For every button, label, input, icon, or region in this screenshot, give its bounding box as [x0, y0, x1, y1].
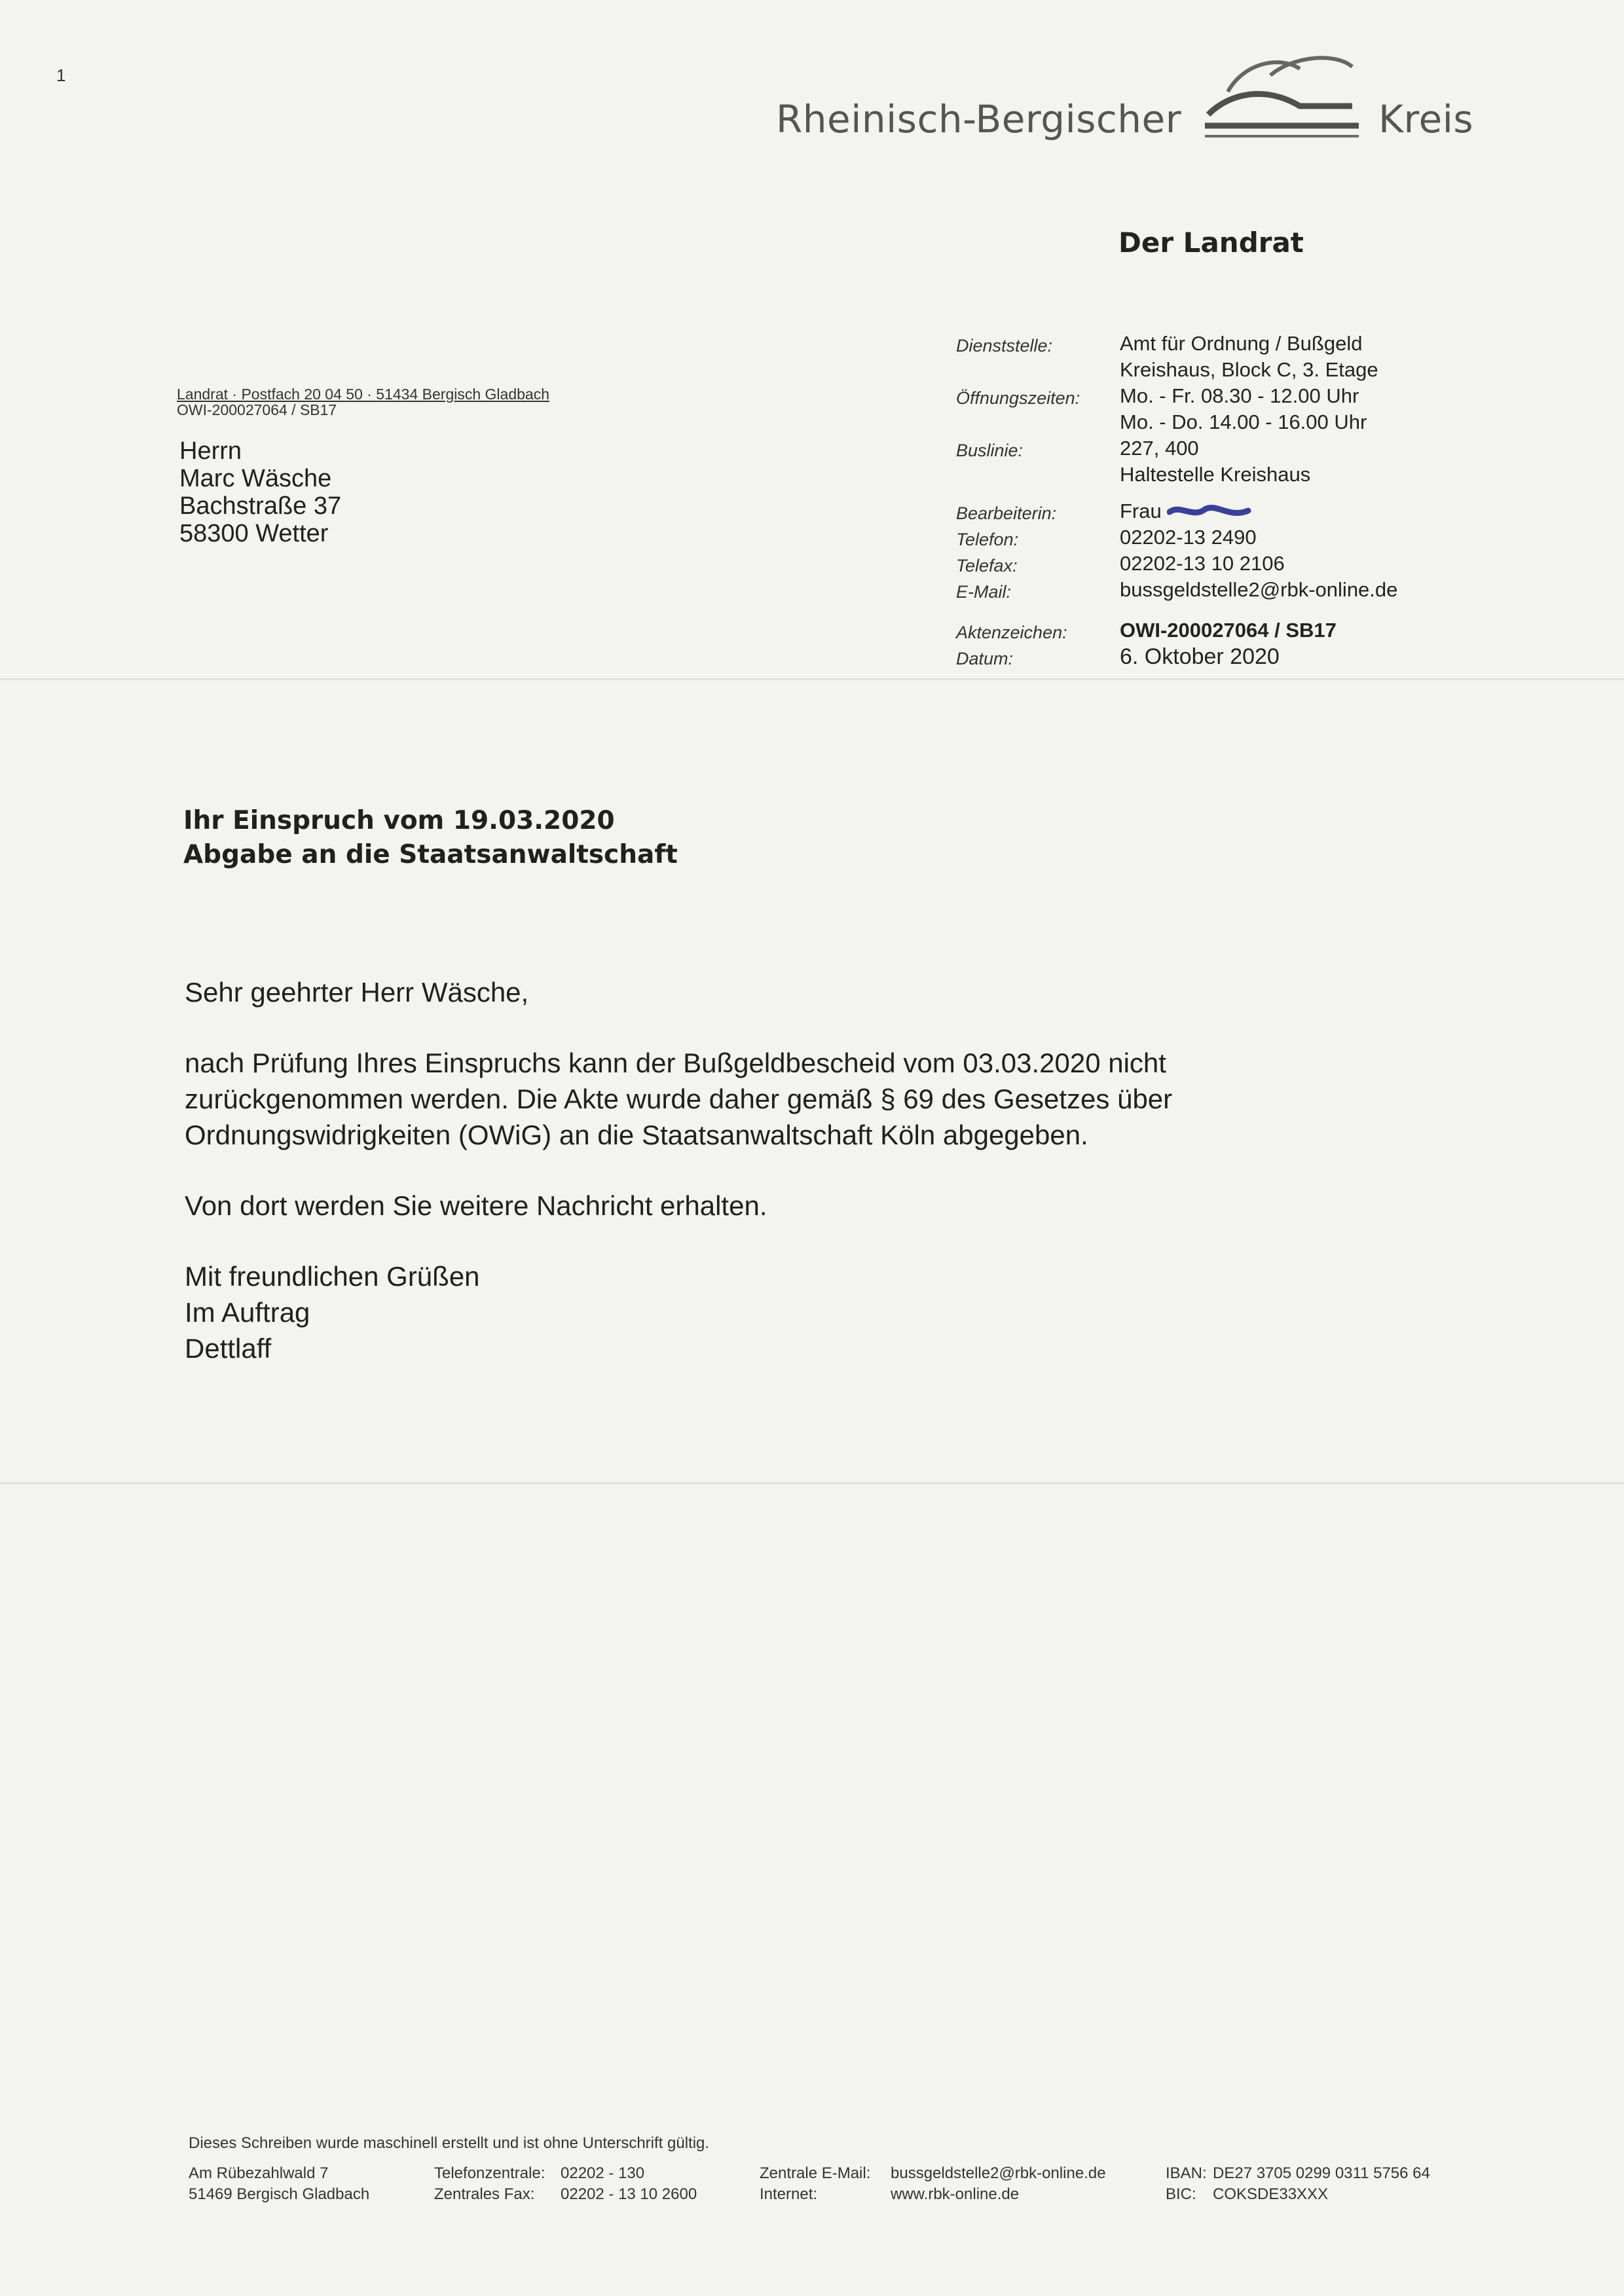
- return-address-line: Landrat · Postfach 20 04 50 · 51434 Bergisch Gladbach: [177, 386, 549, 403]
- greeting: Sehr geehrter Herr Wäsche,: [185, 977, 529, 1008]
- recipient-city: 58300 Wetter: [179, 520, 329, 547]
- footer-label: Zentrales Fax:: [434, 2185, 535, 2203]
- paragraph: [185, 1045, 1481, 1153]
- recipient-address: [179, 437, 341, 547]
- email-label: E-Mail:: [956, 582, 1012, 602]
- recipient-street: Bachstraße 37: [179, 492, 342, 520]
- telefax-label: Telefax:: [956, 556, 1018, 575]
- paper-fold-line: [0, 1482, 1624, 1484]
- datum-label: Datum:: [956, 649, 1014, 668]
- buslinie-value: 227, 400: [1120, 437, 1199, 460]
- letter-subject: [183, 804, 678, 872]
- recipient-salutation: Herrn: [179, 437, 242, 465]
- closing-line: Im Auftrag: [185, 1297, 310, 1328]
- footer-value: www.rbk-online.de: [891, 2185, 1020, 2203]
- dienststelle-value: Amt für Ordnung / Bußgeld: [1120, 332, 1363, 355]
- recipient-name: Marc Wäsche: [179, 465, 332, 492]
- dienststelle-label: Dienststelle:: [956, 336, 1053, 355]
- footer-address: Am Rübezahlwald 7: [189, 2164, 329, 2182]
- telefon-label: Telefon:: [956, 530, 1019, 549]
- footer-value: DE27 3705 0299 0311 5756 64: [1213, 2164, 1430, 2182]
- issuer-title: Der Landrat: [1118, 227, 1304, 259]
- info-block: [956, 331, 1493, 670]
- letter-body: [185, 974, 1481, 1401]
- logo-text-right: Kreis: [1378, 97, 1474, 141]
- datum-value: 6. Oktober 2020: [1120, 644, 1280, 669]
- footer-value: COKSDE33XXX: [1213, 2185, 1329, 2203]
- bearbeiterin-label: Bearbeiterin:: [956, 503, 1057, 523]
- footer: [189, 2133, 1498, 2205]
- closing-line: Mit freundlichen Grüßen: [185, 1261, 480, 1292]
- return-address: [177, 386, 549, 418]
- footer-value: 02202 - 13 10 2600: [561, 2185, 697, 2203]
- buslinie-label: Buslinie:: [956, 441, 1024, 460]
- footer-value: 02202 - 130: [561, 2164, 645, 2182]
- paragraph: Von dort werden Sie weitere Nachricht erhalten.: [185, 1190, 767, 1221]
- telefax-value: 02202-13 10 2106: [1120, 552, 1285, 575]
- footer-address: 51469 Bergisch Gladbach: [189, 2185, 370, 2203]
- paper-fold-line: [0, 678, 1624, 680]
- footer-label: Zentrale E-Mail:: [760, 2164, 871, 2182]
- logo-text-left: Rheinisch-Bergischer: [776, 97, 1182, 141]
- email-value: bussgeldstelle2@rbk-online.de: [1120, 578, 1398, 601]
- telefon-value: 02202-13 2490: [1120, 526, 1257, 549]
- signatory-name: Dettlaff: [185, 1333, 272, 1364]
- bearbeiterin-value: Frau: [1120, 500, 1162, 522]
- bus-stop-value: Haltestelle Kreishaus: [1120, 463, 1311, 486]
- footer-label: Internet:: [760, 2185, 818, 2203]
- oeffnungszeiten-value: Mo. - Fr. 08.30 - 12.00 Uhr: [1120, 384, 1359, 407]
- hills-logo-icon: [1195, 46, 1372, 144]
- paragraph-line: nach Prüfung Ihres Einspruchs kann der Bußgeldbescheid vom 03.03.2020 nicht: [185, 1048, 1166, 1078]
- footer-note: Dieses Schreiben wurde maschinell erstellt und ist ohne Unterschrift gültig.: [189, 2134, 710, 2152]
- oeffnungszeiten-label: Öffnungszeiten:: [956, 388, 1080, 408]
- closing: [185, 1258, 1481, 1366]
- page-number: 1: [56, 65, 66, 85]
- oeffnungszeiten-value: Mo. - Do. 14.00 - 16.00 Uhr: [1120, 410, 1367, 433]
- redaction-scribble: [1167, 501, 1252, 521]
- paragraph-line: zurückgenommen werden. Die Akte wurde daher gemäß § 69 des Gesetzes über: [185, 1084, 1173, 1114]
- letterhead-logo: [776, 46, 1483, 157]
- aktenzeichen-value: OWI-200027064 / SB17: [1120, 619, 1337, 642]
- footer-label: IBAN:: [1166, 2164, 1207, 2182]
- subject-line: Ihr Einspruch vom 19.03.2020: [183, 806, 615, 835]
- subject-line: Abgabe an die Staatsanwaltschaft: [183, 840, 678, 869]
- footer-label: BIC:: [1166, 2185, 1196, 2203]
- aktenzeichen-label: Aktenzeichen:: [956, 623, 1067, 642]
- footer-label: Telefonzentrale:: [434, 2164, 545, 2182]
- dienststelle-location: Kreishaus, Block C, 3. Etage: [1120, 358, 1378, 381]
- return-address-reference: OWI-200027064 / SB17: [177, 401, 337, 418]
- footer-value: bussgeldstelle2@rbk-online.de: [891, 2164, 1106, 2182]
- paragraph-line: Ordnungswidrigkeiten (OWiG) an die Staatsanwaltschaft Köln abgegeben.: [185, 1120, 1088, 1150]
